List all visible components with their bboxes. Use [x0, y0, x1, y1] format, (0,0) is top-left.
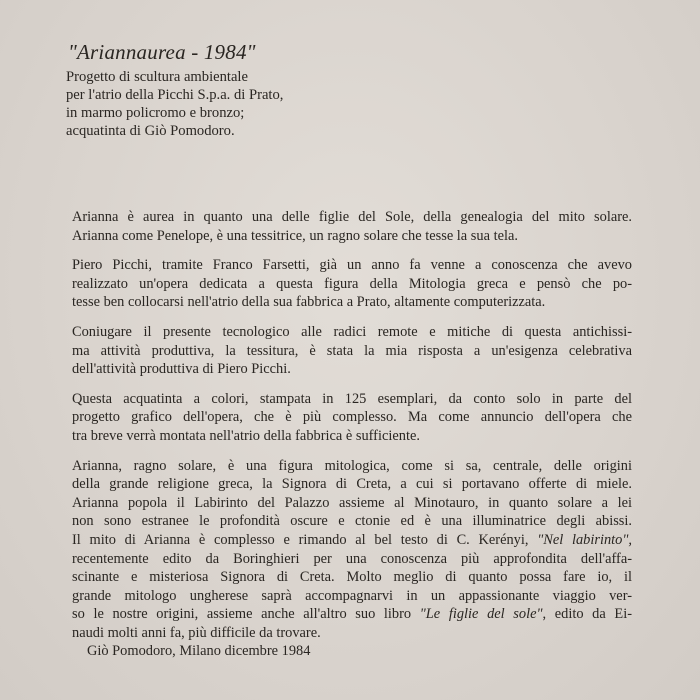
subtitle-line: acquatinta di Giò Pomodoro. [66, 123, 235, 139]
artwork-title: "Ariannaurea - 1984" [68, 40, 256, 64]
text-line: Questa acquatinta a colori, stampata in 125 esemplari, da conto solo in parte del [72, 390, 632, 407]
paragraph-4 [72, 390, 632, 446]
text-line: Arianna è aurea in quanto una delle figlie del Sole, della genealogia del mito solare. [72, 209, 632, 225]
text-line: non sono estranee le profondità oscure e ctonie ed è una illuminatrice degli abissi. [72, 513, 632, 530]
text-line: dell'attività produttiva di Piero Picchi. [72, 361, 291, 378]
text-line: progetto grafico dell'opera, che è più complesso. Ma come annuncio dell'opera che [72, 409, 632, 426]
text-line: recentemente edito da Boringhieri per una conoscenza più approfondita dell'affa- [72, 550, 632, 567]
text-segment: , edito da Ei- [542, 606, 632, 623]
text-line: grande mitologo ungherese saprà accompagnarvi in un appassionante viaggio ver- [72, 587, 632, 604]
subtitle-line: in marmo policromo e bronzo; [66, 105, 245, 121]
text-line: Arianna come Penelope, è una tessitrice, un ragno solare che tesse la sua tela. [72, 227, 518, 244]
subtitle-line: Progetto di scultura ambientale [66, 69, 248, 85]
text-line: Arianna popola il Labirinto del Palazzo assieme al Minotauro, in quanto solare a lei [72, 494, 632, 511]
header [66, 40, 506, 140]
paragraph-1 [72, 208, 632, 245]
paragraph-2 [72, 256, 632, 312]
text-line: ma attività produttiva, la tessitura, è stata la mia risposta a un'esigenza celebrativa [72, 342, 632, 359]
text-segment: so le nostre origini, assieme anche all'altro suo libro [72, 606, 412, 623]
paragraph-3 [72, 323, 632, 379]
text-segment: Il mito di Arianna è complesso e rimando al bel testo di C. Kerényi, [72, 531, 529, 548]
text-line: Coniugare il presente tecnologico alle radici remote e mitiche di questa antichissi- [72, 323, 632, 340]
text-line-with-title [72, 531, 632, 550]
text-line: tesse ben collocarsi nell'atrio della sua fabbrica a Prato, altamente computerizzata. [72, 294, 546, 311]
text-line: scinante e misteriosa Signora di Creta. Molto meglio di quanto possa fare io, il [72, 569, 632, 586]
text-line: naudi molti anni fa, più difficile da trovare. [72, 624, 321, 641]
text-line: della grande religione greca, la Signora di Creta, a cui si portavano offerte di miele. [72, 476, 632, 493]
book-title-le-figlie-del-sole: "Le figlie del sole" [419, 606, 543, 623]
book-title-nel-labirinto: "Nel labirinto", [537, 531, 632, 548]
paragraph-5 [72, 457, 632, 643]
text-line: Arianna, ragno solare, è una figura mitologica, come si sa, centrale, delle origini [72, 457, 632, 474]
subtitle-line: per l'atrio della Picchi S.p.a. di Prato, [66, 87, 284, 103]
text-line-with-title [72, 605, 632, 624]
text-line: Piero Picchi, tramite Franco Farsetti, già un anno fa venne a conoscenza che avevo [72, 257, 632, 274]
body-text [72, 208, 632, 653]
text-line: realizzato un'opera dedicata a questa figura della Mitologia greca e pensò che po- [72, 275, 632, 292]
text-line: tra breve verrà montata nell'atrio della fabbrica è sufficiente. [72, 427, 420, 444]
signature-line: Giò Pomodoro, Milano dicembre 1984 [87, 643, 311, 659]
